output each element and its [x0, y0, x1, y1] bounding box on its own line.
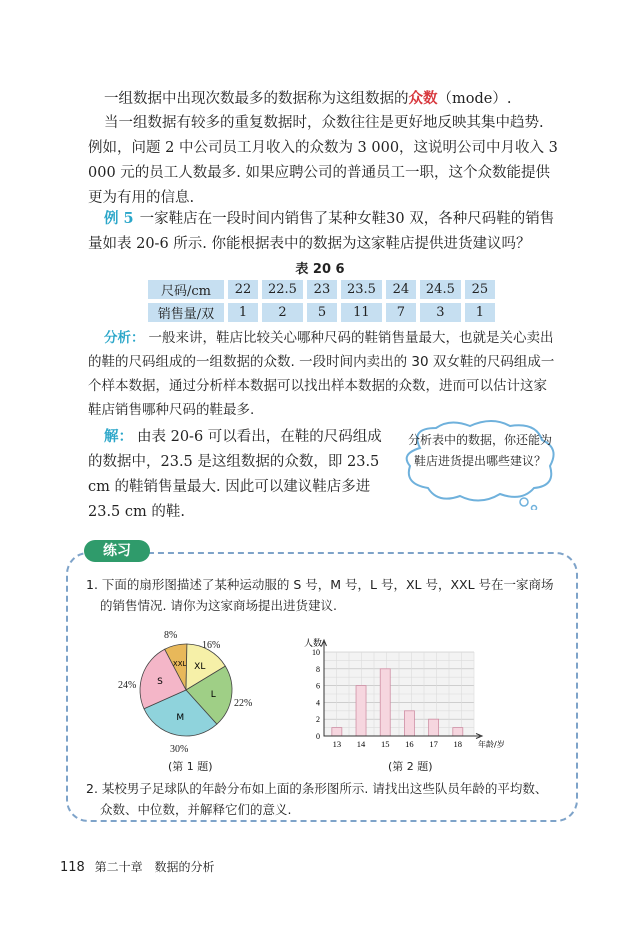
- keyword-mode: 众数: [408, 90, 438, 107]
- x-tick-label: 15: [380, 739, 390, 749]
- y-tick-label: 6: [316, 681, 320, 691]
- row-label-size: 尺码/cm: [148, 280, 224, 299]
- size-cell: 22: [228, 280, 258, 299]
- size-cell: 24.5: [420, 280, 461, 299]
- pie-slice-label-m: M: [176, 713, 185, 724]
- mode-explanation-paragraph: [88, 111, 558, 211]
- x-tick-label: 16: [405, 739, 414, 749]
- size-cell: 23.5: [341, 280, 382, 299]
- sales-cell: 1: [465, 303, 495, 322]
- y-tick-label: 2: [316, 715, 320, 725]
- row-label-sales: 销售量/双: [148, 303, 224, 322]
- y-tick-label: 10: [312, 648, 320, 657]
- x-tick-label: 13: [332, 739, 342, 749]
- analysis-label: 分析：: [104, 330, 145, 346]
- definition-paragraph: [104, 86, 574, 112]
- example-text: 一家鞋店在一段时间内销售了某种女鞋30 双，各种尺码鞋的销售量如表 20-6 所示. 你能根据表中的数据为这家鞋店提供进货建议吗？: [88, 211, 555, 252]
- sales-cell: 3: [420, 303, 461, 322]
- pie-value-label-xl: 16%: [202, 640, 221, 651]
- sales-cell: 2: [262, 303, 303, 322]
- bar-chart: [300, 634, 510, 758]
- size-cell: 24: [386, 280, 416, 299]
- bar-age-17: [429, 719, 439, 736]
- bar-age-14: [356, 686, 366, 736]
- pie-chart: [136, 640, 236, 740]
- bar-age-16: [404, 711, 414, 736]
- sales-cell: 7: [386, 303, 416, 322]
- pie-value-label-l: 22%: [234, 698, 253, 709]
- analysis-paragraph: [88, 326, 558, 422]
- sales-cell: 5: [307, 303, 337, 322]
- practice-item-1: 1. 下面的扇形图描述了某种运动服的 S 号，M 号，L 号，XL 号，XXL 号在一家商场的销售情况. 请你为这家商场提出进货建议.: [86, 577, 554, 613]
- definition-text-before: 一组数据中出现次数最多的数据称为这组数据的: [104, 91, 409, 107]
- pie-slice-label-s: S: [157, 676, 163, 687]
- table-row-sizes: [148, 280, 495, 299]
- solution-paragraph: [88, 424, 388, 525]
- analysis-text: 一般来讲，鞋店比较关心哪种尺码的鞋销售量最大，也就是关心卖出的鞋的尺码组成的一组数据的众数. 一段时间内卖出的 30 双女鞋的尺码组成一个样本数据，通过分析样本数据可以找出样本数据的众数，进而可以估计这家鞋店销售哪种尺码的鞋最多.: [88, 330, 555, 418]
- caption-question-1: (第 1 题): [168, 760, 213, 773]
- pie-slice-label-xxl: XXL: [172, 660, 187, 669]
- example-5: [88, 206, 558, 257]
- chapter-title: 数据的分析: [154, 860, 215, 874]
- table-row-sales: [148, 303, 495, 322]
- chapter-name: 第二十章: [94, 860, 143, 874]
- example-label: 例 5: [104, 210, 134, 227]
- pie-value-label-m: 30%: [170, 744, 189, 755]
- sales-cell: 11: [341, 303, 382, 322]
- sales-cell: 1: [228, 303, 258, 322]
- practice-item-2: 2. 某校男子足球队的年龄分布如上面的条形图所示. 请找出这些队员年龄的平均数、众数、中位数，并解释它们的意义.: [86, 781, 548, 817]
- page-footer: [60, 858, 215, 875]
- page-number: 118: [60, 860, 85, 875]
- y-axis-label: 人数: [304, 639, 323, 649]
- solution-text: 由表 20-6 可以看出，在鞋的尺码组成的数据中，23.5 是这组数据的众数，即 23.5 cm 的鞋销售量最大. 因此可以建议鞋店多进 23.5 cm 的鞋.: [88, 429, 382, 520]
- mode-explanation-text: 当一组数据有较多的重复数据时，众数往往是更好地反映其集中趋势. 例如，问题 2 中公司员工月收入的众数为 3 000，这说明公司中月收入 3 000 元的员工人数最多. 如果应聘公司的普通员工一职，这个众数能提供更为有用的信息.: [88, 115, 558, 206]
- shoe-sales-table: [144, 276, 499, 326]
- bubble-text: 分析表中的数据，你还能为鞋店进货提出哪些建议？: [408, 433, 553, 468]
- x-tick-label: 18: [453, 739, 463, 749]
- y-tick-label: 4: [316, 698, 320, 708]
- solution-label: 解：: [104, 428, 133, 445]
- size-cell: 23: [307, 280, 337, 299]
- pie-slice-label-l: L: [210, 690, 216, 701]
- pie-slice-label-xl: XL: [194, 662, 206, 673]
- bar-age-15: [380, 669, 390, 736]
- bar-age-13: [332, 728, 342, 736]
- y-tick-label: 8: [316, 664, 320, 674]
- table-title: 表 20 6: [295, 262, 345, 277]
- y-tick-label: 0: [316, 732, 320, 741]
- size-cell: 25: [465, 280, 495, 299]
- size-cell: 22.5: [262, 280, 303, 299]
- x-axis-label: 年龄/岁: [478, 740, 505, 749]
- practice-tab: 练习: [84, 540, 150, 562]
- definition-text-after: （mode）.: [437, 91, 512, 107]
- caption-question-2: (第 2 题): [388, 760, 433, 773]
- x-tick-label: 17: [429, 739, 438, 749]
- x-tick-label: 14: [356, 739, 366, 749]
- pie-value-label-xxl: 8%: [164, 630, 178, 641]
- pie-value-label-s: 24%: [118, 680, 137, 691]
- bar-age-18: [453, 728, 463, 736]
